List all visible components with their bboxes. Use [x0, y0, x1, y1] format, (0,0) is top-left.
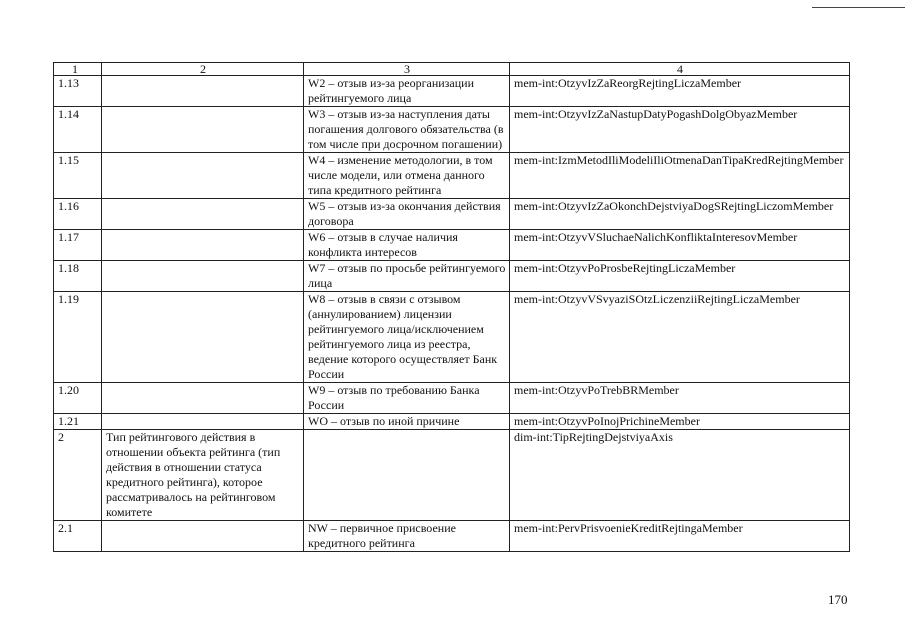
- row-code: mem-int:OtzyvPoTrebBRMember: [510, 383, 850, 414]
- table-header-row: [54, 63, 850, 76]
- row-name: [102, 230, 304, 261]
- table-row: [54, 76, 850, 107]
- header-cell-4: 4: [510, 63, 850, 76]
- row-name: [102, 76, 304, 107]
- row-description: W5 – отзыв из-за окончания действия договора: [304, 199, 510, 230]
- row-description: W9 – отзыв по требованию Банка России: [304, 383, 510, 414]
- row-number: 1.21: [54, 414, 102, 430]
- row-name: [102, 383, 304, 414]
- row-name: [102, 414, 304, 430]
- row-number: 2: [54, 430, 102, 521]
- table-row: [54, 292, 850, 383]
- table-row: [54, 414, 850, 430]
- row-code: mem-int:OtzyvPoProsbeRejtingLiczaMember: [510, 261, 850, 292]
- row-number: 1.15: [54, 153, 102, 199]
- row-name: [102, 521, 304, 552]
- row-description: NW – первичное присвоение кредитного рейтинга: [304, 521, 510, 552]
- row-code: mem-int:PervPrisvoenieKreditRejtingaMember: [510, 521, 850, 552]
- row-description: [304, 430, 510, 521]
- table-row: [54, 199, 850, 230]
- table-row: [54, 230, 850, 261]
- row-code: mem-int:OtzyvVSluchaeNalichKonfliktaInteresovMember: [510, 230, 850, 261]
- row-name: [102, 153, 304, 199]
- row-name: [102, 292, 304, 383]
- document-table: [53, 62, 850, 552]
- row-description: W7 – отзыв по просьбе рейтингуемого лица: [304, 261, 510, 292]
- header-cell-2: 2: [102, 63, 304, 76]
- row-description: W2 – отзыв из-за реорганизации рейтингуемого лица: [304, 76, 510, 107]
- table-row: [54, 261, 850, 292]
- table-row: [54, 521, 850, 552]
- row-number: 1.18: [54, 261, 102, 292]
- row-code: mem-int:OtzyvPoInojPrichineMember: [510, 414, 850, 430]
- row-description: W3 – отзыв из-за наступления даты погашения долгового обязательства (в том числе при досрочном погашении): [304, 107, 510, 153]
- row-number: 2.1: [54, 521, 102, 552]
- row-description: W4 – изменение методологии, в том числе модели, или отмена данного типа кредитного рейтинга: [304, 153, 510, 199]
- row-number: 1.13: [54, 76, 102, 107]
- row-description: WO – отзыв по иной причине: [304, 414, 510, 430]
- header-cell-3: 3: [304, 63, 510, 76]
- row-name: [102, 199, 304, 230]
- row-name: [102, 107, 304, 153]
- row-code: mem-int:OtzyvIzZaOkonchDejstviyaDogSRejtingLiczomMember: [510, 199, 850, 230]
- top-rule: [812, 7, 905, 8]
- row-code: mem-int:OtzyvVSvyaziSOtzLiczenziiRejtingLiczaMember: [510, 292, 850, 383]
- row-number: 1.20: [54, 383, 102, 414]
- row-code: mem-int:OtzyvIzZaNastupDatyPogashDolgObyazMember: [510, 107, 850, 153]
- row-description: W8 – отзыв в связи с отзывом (аннулированием) лицензии рейтингуемого лица/исключением рейтингуемого лица из реестра, ведение которого осуществляет Банк России: [304, 292, 510, 383]
- page-number: 170: [828, 592, 848, 607]
- table-row: [54, 153, 850, 199]
- row-number: 1.14: [54, 107, 102, 153]
- header-cell-1: 1: [54, 63, 102, 76]
- row-name: Тип рейтингового действия в отношении объекта рейтинга (тип действия в отношении статуса кредитного рейтинга), которое рассматривалось на рейтинговом комитете: [102, 430, 304, 521]
- row-name: [102, 261, 304, 292]
- table-row: [54, 430, 850, 521]
- row-code: mem-int:IzmMetodIliModeliIliOtmenaDanTipaKredRejtingMember: [510, 153, 850, 199]
- row-description: W6 – отзыв в случае наличия конфликта интересов: [304, 230, 510, 261]
- row-code: dim-int:TipRejtingDejstviyaAxis: [510, 430, 850, 521]
- table-row: [54, 383, 850, 414]
- row-number: 1.17: [54, 230, 102, 261]
- row-number: 1.19: [54, 292, 102, 383]
- row-number: 1.16: [54, 199, 102, 230]
- row-code: mem-int:OtzyvIzZaReorgRejtingLiczaMember: [510, 76, 850, 107]
- table-row: [54, 107, 850, 153]
